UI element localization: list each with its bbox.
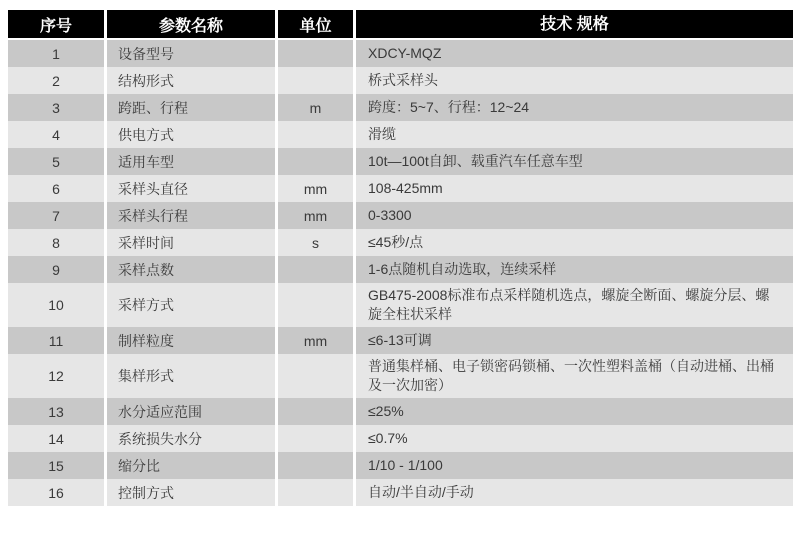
table-row bbox=[8, 327, 793, 354]
spec-cell: ≤45秒/点 bbox=[356, 229, 793, 256]
spec-cell: 1-6点随机自动选取，连续采样 bbox=[356, 256, 793, 283]
unit-cell bbox=[278, 398, 353, 425]
row-index-cell: 2 bbox=[8, 67, 104, 94]
unit-cell bbox=[278, 425, 353, 452]
header-unit: 单位 bbox=[278, 10, 353, 38]
param-name-cell: 供电方式 bbox=[107, 121, 275, 148]
table-row bbox=[8, 256, 793, 283]
param-name-cell: 制样粒度 bbox=[107, 327, 275, 354]
spec-cell: 滑缆 bbox=[356, 121, 793, 148]
unit-cell: mm bbox=[278, 175, 353, 202]
table-row bbox=[8, 67, 793, 94]
row-index-cell: 4 bbox=[8, 121, 104, 148]
row-index-cell: 10 bbox=[8, 283, 104, 327]
spec-cell: 桥式采样头 bbox=[356, 67, 793, 94]
table-row bbox=[8, 229, 793, 256]
spec-cell: GB475-2008标准布点采样随机选点，螺旋全断面、螺旋分层、螺旋全柱状采样 bbox=[356, 283, 793, 327]
unit-cell bbox=[278, 283, 353, 327]
header-index: 序号 bbox=[8, 10, 104, 38]
table-row bbox=[8, 479, 793, 506]
spec-cell: ≤0.7% bbox=[356, 425, 793, 452]
unit-cell bbox=[278, 479, 353, 506]
param-name-cell: 适用车型 bbox=[107, 148, 275, 175]
table-row bbox=[8, 148, 793, 175]
table-header-row bbox=[8, 10, 793, 38]
row-index-cell: 1 bbox=[8, 40, 104, 67]
spec-cell: 1/10 - 1/100 bbox=[356, 452, 793, 479]
unit-cell bbox=[278, 148, 353, 175]
table-row bbox=[8, 94, 793, 121]
table-row bbox=[8, 121, 793, 148]
header-spec: 技术 规格 bbox=[356, 10, 793, 38]
unit-cell bbox=[278, 40, 353, 67]
unit-cell: s bbox=[278, 229, 353, 256]
row-index-cell: 3 bbox=[8, 94, 104, 121]
row-index-cell: 6 bbox=[8, 175, 104, 202]
param-name-cell: 采样时间 bbox=[107, 229, 275, 256]
unit-cell: mm bbox=[278, 327, 353, 354]
spec-cell: 108-425mm bbox=[356, 175, 793, 202]
row-index-cell: 14 bbox=[8, 425, 104, 452]
unit-cell bbox=[278, 452, 353, 479]
param-name-cell: 设备型号 bbox=[107, 40, 275, 67]
row-index-cell: 12 bbox=[8, 354, 104, 398]
table-row bbox=[8, 354, 793, 398]
param-name-cell: 结构形式 bbox=[107, 67, 275, 94]
param-name-cell: 采样点数 bbox=[107, 256, 275, 283]
param-name-cell: 控制方式 bbox=[107, 479, 275, 506]
unit-cell bbox=[278, 354, 353, 398]
header-param-name: 参数名称 bbox=[107, 10, 275, 38]
spec-table bbox=[8, 10, 793, 506]
param-name-cell: 采样方式 bbox=[107, 283, 275, 327]
spec-cell: ≤25% bbox=[356, 398, 793, 425]
spec-cell: 10t—100t自卸、载重汽车任意车型 bbox=[356, 148, 793, 175]
row-index-cell: 11 bbox=[8, 327, 104, 354]
spec-cell: 0-3300 bbox=[356, 202, 793, 229]
table-row bbox=[8, 283, 793, 327]
row-index-cell: 8 bbox=[8, 229, 104, 256]
param-name-cell: 集样形式 bbox=[107, 354, 275, 398]
spec-cell: 自动/半自动/手动 bbox=[356, 479, 793, 506]
param-name-cell: 采样头行程 bbox=[107, 202, 275, 229]
param-name-cell: 系统损失水分 bbox=[107, 425, 275, 452]
spec-cell: 跨度：5~7、行程：12~24 bbox=[356, 94, 793, 121]
param-name-cell: 水分适应范围 bbox=[107, 398, 275, 425]
row-index-cell: 13 bbox=[8, 398, 104, 425]
param-name-cell: 跨距、行程 bbox=[107, 94, 275, 121]
unit-cell bbox=[278, 121, 353, 148]
table-row bbox=[8, 40, 793, 67]
table-row bbox=[8, 425, 793, 452]
table-row bbox=[8, 452, 793, 479]
row-index-cell: 16 bbox=[8, 479, 104, 506]
unit-cell bbox=[278, 256, 353, 283]
table-row bbox=[8, 202, 793, 229]
table-body bbox=[8, 40, 793, 506]
unit-cell: mm bbox=[278, 202, 353, 229]
param-name-cell: 缩分比 bbox=[107, 452, 275, 479]
row-index-cell: 7 bbox=[8, 202, 104, 229]
row-index-cell: 5 bbox=[8, 148, 104, 175]
table-row bbox=[8, 398, 793, 425]
spec-cell: XDCY-MQZ bbox=[356, 40, 793, 67]
row-index-cell: 15 bbox=[8, 452, 104, 479]
spec-cell: ≤6-13可调 bbox=[356, 327, 793, 354]
unit-cell: m bbox=[278, 94, 353, 121]
param-name-cell: 采样头直径 bbox=[107, 175, 275, 202]
unit-cell bbox=[278, 67, 353, 94]
spec-cell: 普通集样桶、电子锁密码锁桶、一次性塑料盖桶（自动进桶、出桶及一次加密） bbox=[356, 354, 793, 398]
row-index-cell: 9 bbox=[8, 256, 104, 283]
table-row bbox=[8, 175, 793, 202]
